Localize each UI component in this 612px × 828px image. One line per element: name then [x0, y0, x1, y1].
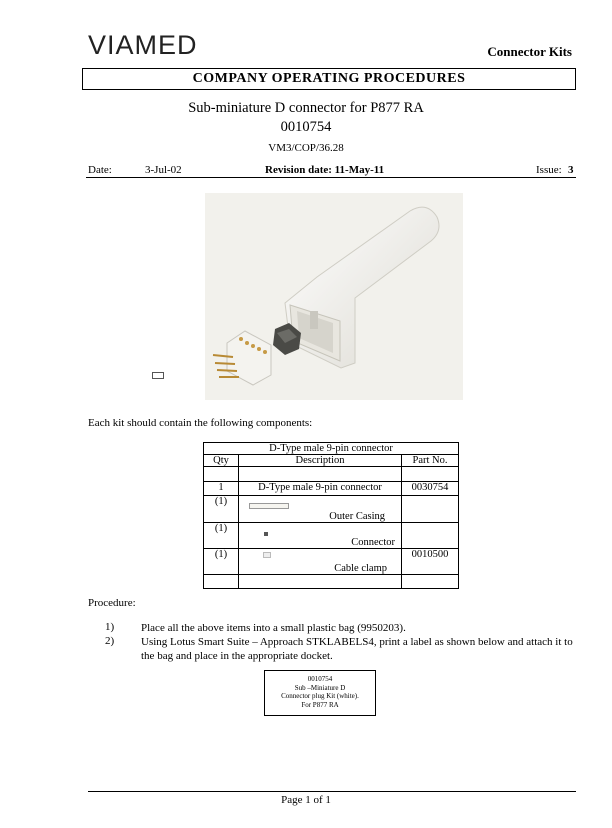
document-number: VM3/COP/36.28: [268, 142, 344, 154]
cell-description-wrap: [239, 496, 402, 523]
table-header-row: [204, 455, 459, 467]
connector-kit-image: [205, 193, 463, 400]
cell-qty: [204, 467, 239, 482]
issue-value: 3: [568, 164, 574, 176]
product-photo: [205, 193, 463, 400]
table-row: [204, 575, 459, 589]
cell-part: [402, 575, 459, 589]
step-text: Place all the above items into a small plastic bag (9950203).: [141, 622, 406, 634]
cell-part: [402, 467, 459, 482]
table-row: [204, 467, 459, 482]
banner: [82, 68, 576, 90]
cell-description: Outer Casing: [329, 511, 385, 522]
issue-label: Issue:: [536, 164, 562, 176]
small-label-mark: [152, 372, 164, 379]
cell-qty: (1): [204, 549, 239, 575]
table-row: [204, 549, 459, 575]
cell-part: [402, 523, 459, 549]
label-line: For P877 RA: [301, 700, 339, 709]
label-line: 0010754: [307, 675, 333, 683]
procedure-heading: Procedure:: [88, 597, 136, 609]
label-example: [264, 670, 376, 716]
document-title: Sub-miniature D connector for P877 RA: [188, 100, 424, 116]
label-line: Connector plug Kit (white).: [281, 692, 359, 700]
step-number: 2): [105, 635, 115, 647]
table-caption-row: [204, 443, 459, 455]
date-value: 3-Jul-02: [145, 164, 182, 176]
header-part-no: Part No.: [402, 455, 459, 467]
cell-qty: 1: [204, 482, 239, 496]
label-line: Sub –Miniature D: [294, 683, 346, 692]
revision-date: Revision date: 11-May-11: [265, 164, 385, 176]
header-description: Description: [239, 455, 402, 467]
table-row: [204, 482, 459, 496]
step-text: Using Lotus Smart Suite – Approach STKLABELS4, print a label as shown below and attach it to the bag and place in the appropriate docket.: [141, 636, 573, 662]
outer-casing-icon: [249, 503, 289, 509]
cell-description: [239, 575, 402, 589]
cable-clamp-icon: [263, 552, 271, 558]
connector-icon: [263, 531, 269, 537]
cell-qty: [204, 575, 239, 589]
step-number: 1): [105, 621, 115, 633]
cell-part: 0010500: [402, 549, 459, 575]
banner-text: COMPANY OPERATING PROCEDURES: [192, 71, 466, 86]
cell-part: [402, 496, 459, 523]
meta-divider: [86, 177, 576, 178]
table-row: [204, 523, 459, 549]
cell-qty: (1): [204, 496, 239, 523]
table-caption: D-Type male 9-pin connector: [204, 443, 459, 455]
page-number: Page 1 of 1: [281, 794, 331, 806]
components-table: [203, 442, 459, 589]
cell-qty: (1): [204, 523, 239, 549]
table-row: [204, 496, 459, 523]
section-title: Connector Kits: [487, 44, 572, 59]
cell-description: [239, 467, 402, 482]
document-part-number: 0010754: [280, 119, 332, 135]
cell-description-wrap: [239, 549, 402, 575]
header-qty: Qty: [204, 455, 239, 467]
viamed-logo: VIAMED: [88, 30, 198, 60]
cell-part: 0030754: [402, 482, 459, 496]
cell-description: Cable clamp: [334, 563, 387, 574]
cell-description: D-Type male 9-pin connector: [239, 482, 402, 496]
footer-divider: [88, 791, 576, 792]
intro-text: Each kit should contain the following components:: [88, 417, 313, 429]
date-label: Date:: [88, 164, 112, 176]
cell-description-wrap: [239, 523, 402, 549]
cell-description: Connector: [351, 537, 395, 548]
